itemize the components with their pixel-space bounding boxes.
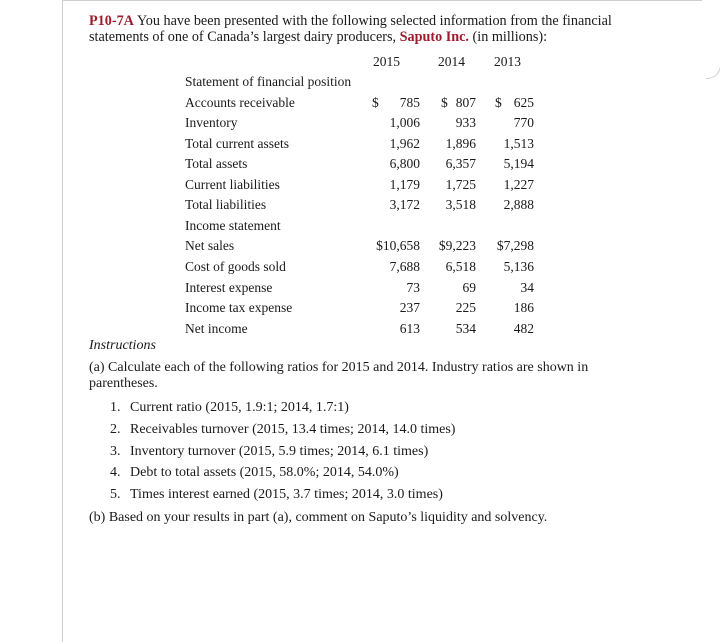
row-label: Total current assets — [185, 136, 290, 151]
item-number: 3. — [110, 444, 121, 459]
intro-text-after: (in millions): — [468, 29, 548, 45]
value-2015: 73 — [406, 280, 420, 295]
company-name: Saputo Inc. — [399, 29, 469, 45]
value-2015: 3,172 — [389, 197, 420, 212]
value-2013: 2,888 — [503, 197, 534, 212]
value-2015: 6,800 — [389, 156, 420, 171]
value-2013: $7,298 — [496, 238, 534, 253]
table-row — [0, 95, 720, 115]
value-2013: 5,194 — [503, 156, 534, 171]
item-text: Current ratio (2015, 1.9:1; 2014, 1.7:1) — [130, 400, 349, 415]
item-number: 2. — [110, 422, 121, 437]
section-income-statement — [0, 218, 720, 238]
value-2015: 237 — [399, 300, 420, 315]
table-row — [0, 156, 720, 176]
dollar-sign: $ — [495, 95, 502, 110]
value-2015: 7,688 — [389, 259, 420, 274]
year-header-2014: 2014 — [438, 54, 465, 69]
value-2014: 3,518 — [445, 197, 476, 212]
value-2013: 1,227 — [503, 177, 534, 192]
value-2014: 6,357 — [445, 156, 476, 171]
value-2014: 534 — [455, 321, 476, 336]
item-number: 1. — [110, 400, 121, 415]
problem-intro — [89, 13, 649, 45]
value-2013: 770 — [513, 115, 534, 130]
value-2014: 1,896 — [445, 136, 476, 151]
value-2013: 5,136 — [503, 259, 534, 274]
dollar-sign: $ — [372, 95, 379, 110]
intro-text-before: You have been presented with the following selected information from the financial statements of one of Canada’s largest dairy producers, — [89, 13, 612, 45]
dollar-sign: $ — [441, 95, 448, 110]
value-2014: 69 — [462, 280, 476, 295]
table-row — [0, 136, 720, 156]
item-number: 5. — [110, 487, 121, 502]
value-2014: 1,725 — [445, 177, 476, 192]
item-text: Times interest earned (2015, 3.7 times; 2014, 3.0 times) — [130, 487, 443, 502]
value-2015: 1,006 — [389, 115, 420, 130]
section-title: Income statement — [185, 218, 281, 233]
section-title: Statement of financial position — [185, 74, 352, 89]
year-header-2015: 2015 — [373, 54, 400, 69]
year-header-2013: 2013 — [494, 54, 521, 69]
value-2014: 807 — [455, 95, 476, 110]
value-2014: $9,223 — [438, 238, 476, 253]
table-row — [0, 300, 720, 320]
row-label: Net sales — [185, 238, 235, 253]
row-label: Current liabilities — [185, 177, 280, 192]
value-2015: 1,179 — [389, 177, 420, 192]
problem-id: P10-7A — [89, 13, 134, 29]
row-label: Income tax expense — [185, 300, 293, 315]
instruction-part-b: (b) Based on your results in part (a), comment on Saputo’s liquidity and solvency. — [89, 510, 548, 525]
list-item — [110, 422, 455, 438]
value-2015: 785 — [399, 95, 420, 110]
instructions-heading: Instructions — [89, 338, 156, 353]
value-2014: 933 — [455, 115, 476, 130]
value-2013: 625 — [513, 95, 534, 110]
item-text: Inventory turnover (2015, 5.9 times; 2014, 6.1 times) — [130, 444, 429, 459]
table-row — [0, 115, 720, 135]
value-2014: 6,518 — [445, 259, 476, 274]
list-item — [110, 400, 349, 416]
value-2013: 1,513 — [503, 136, 534, 151]
section-sfp — [0, 74, 720, 94]
row-label: Net income — [185, 321, 248, 336]
list-item — [110, 465, 399, 481]
value-2015: 613 — [399, 321, 420, 336]
list-item — [110, 444, 428, 460]
item-text: Debt to total assets (2015, 58.0%; 2014, 54.0%) — [130, 465, 399, 480]
table-row — [0, 280, 720, 300]
table-row — [0, 259, 720, 279]
value-2015: $10,658 — [376, 238, 420, 253]
table-row — [0, 197, 720, 217]
row-label: Total assets — [185, 156, 248, 171]
value-2015: 1,962 — [389, 136, 420, 151]
row-label: Interest expense — [185, 280, 273, 295]
table-row — [0, 238, 720, 258]
table-row — [0, 177, 720, 197]
row-label: Inventory — [185, 115, 238, 130]
row-label: Accounts receivable — [185, 95, 295, 110]
item-text: Receivables turnover (2015, 13.4 times; 2014, 14.0 times) — [130, 422, 456, 437]
page-corner-tab — [706, 0, 720, 79]
row-label: Cost of goods sold — [185, 259, 286, 274]
page-border-top — [62, 0, 702, 1]
value-2013: 186 — [513, 300, 534, 315]
value-2013: 34 — [520, 280, 534, 295]
row-label: Total liabilities — [185, 197, 267, 212]
value-2013: 482 — [513, 321, 534, 336]
item-number: 4. — [110, 465, 121, 480]
list-item — [110, 487, 443, 503]
value-2014: 225 — [455, 300, 476, 315]
instruction-part-a: (a) Calculate each of the following ratios for 2015 and 2014. Industry ratios are shown in parentheses. — [89, 360, 589, 391]
